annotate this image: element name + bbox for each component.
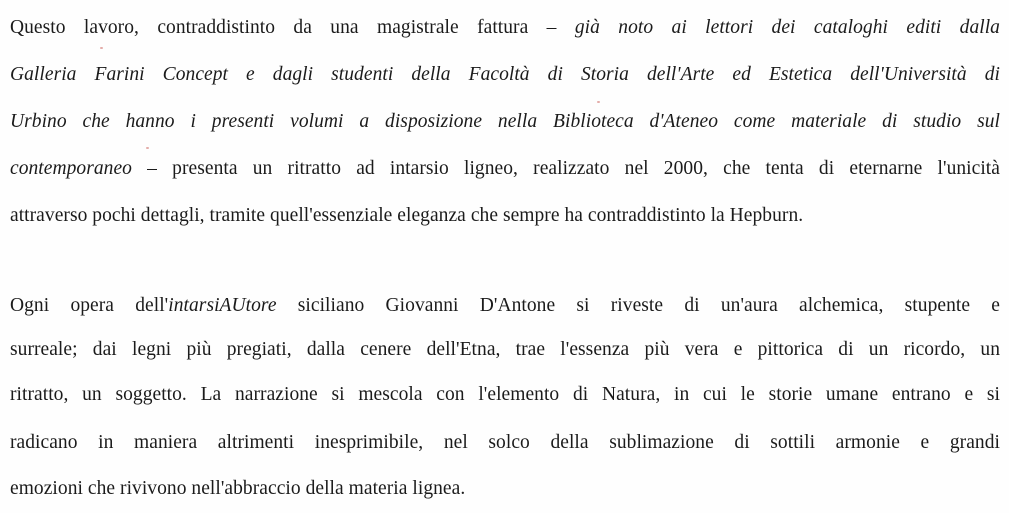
- italic-text-run: Galleria Farini Concept e dagli studenti della Facoltà di Storia dell'Arte ed Estetica dell'Università di: [10, 64, 1000, 85]
- text-run: Ogni opera dell': [10, 295, 169, 316]
- paragraph-2-line-5: [10, 477, 1000, 501]
- italic-text-run: contemporaneo: [10, 158, 132, 179]
- text-run: attraverso pochi dettagli, tramite quell'essenziale eleganza che sempre ha contraddistinto la Hepburn.: [10, 205, 804, 226]
- scan-speck: [146, 147, 149, 149]
- paragraph-1-line-3: [10, 110, 1000, 134]
- text-run: Questo lavoro, contraddistinto da una magistrale fattura –: [10, 17, 575, 38]
- paragraph-2-line-3: [10, 383, 1000, 407]
- paragraph-1-line-4: [10, 157, 1000, 181]
- scan-speck: [100, 47, 103, 49]
- paragraph-2-line-2: [10, 338, 1000, 362]
- paragraph-2-line-1: [10, 294, 1000, 318]
- italic-text-run: già noto ai lettori dei cataloghi editi dalla: [574, 17, 1000, 38]
- text-run: siciliano Giovanni D'Antone si riveste di un'aura alchemica, stupente e: [276, 295, 1001, 316]
- paragraph-1-line-2: [10, 63, 1000, 87]
- italic-text-run: intarsiAUtore: [168, 295, 277, 316]
- text-run: radicano in maniera altrimenti inesprimibile, nel solco della sublimazione di sottili armonie e grandi: [10, 432, 1000, 453]
- text-run: – presenta un ritratto ad intarsio ligneo, realizzato nel 2000, che tenta di eternarne l'unicità: [131, 158, 1000, 179]
- text-run: surreale; dai legni più pregiati, dalla cenere dell'Etna, trae l'essenza più vera e pittorica di un ricordo, un: [10, 339, 1000, 360]
- text-run: ritratto, un soggetto. La narrazione si mescola con l'elemento di Natura, in cui le storie umane entrano e si: [10, 384, 1000, 405]
- italic-text-run: Urbino che hanno i presenti volumi a disposizione nella Biblioteca d'Ateneo come materiale di studio sul: [10, 111, 1000, 132]
- paragraph-1-line-1: [10, 16, 1000, 40]
- scan-speck: [597, 101, 600, 103]
- paragraph-1-line-5: [10, 204, 1000, 228]
- text-run: emozioni che rivivono nell'abbraccio della materia lignea.: [10, 478, 466, 499]
- paragraph-2-line-4: [10, 431, 1000, 455]
